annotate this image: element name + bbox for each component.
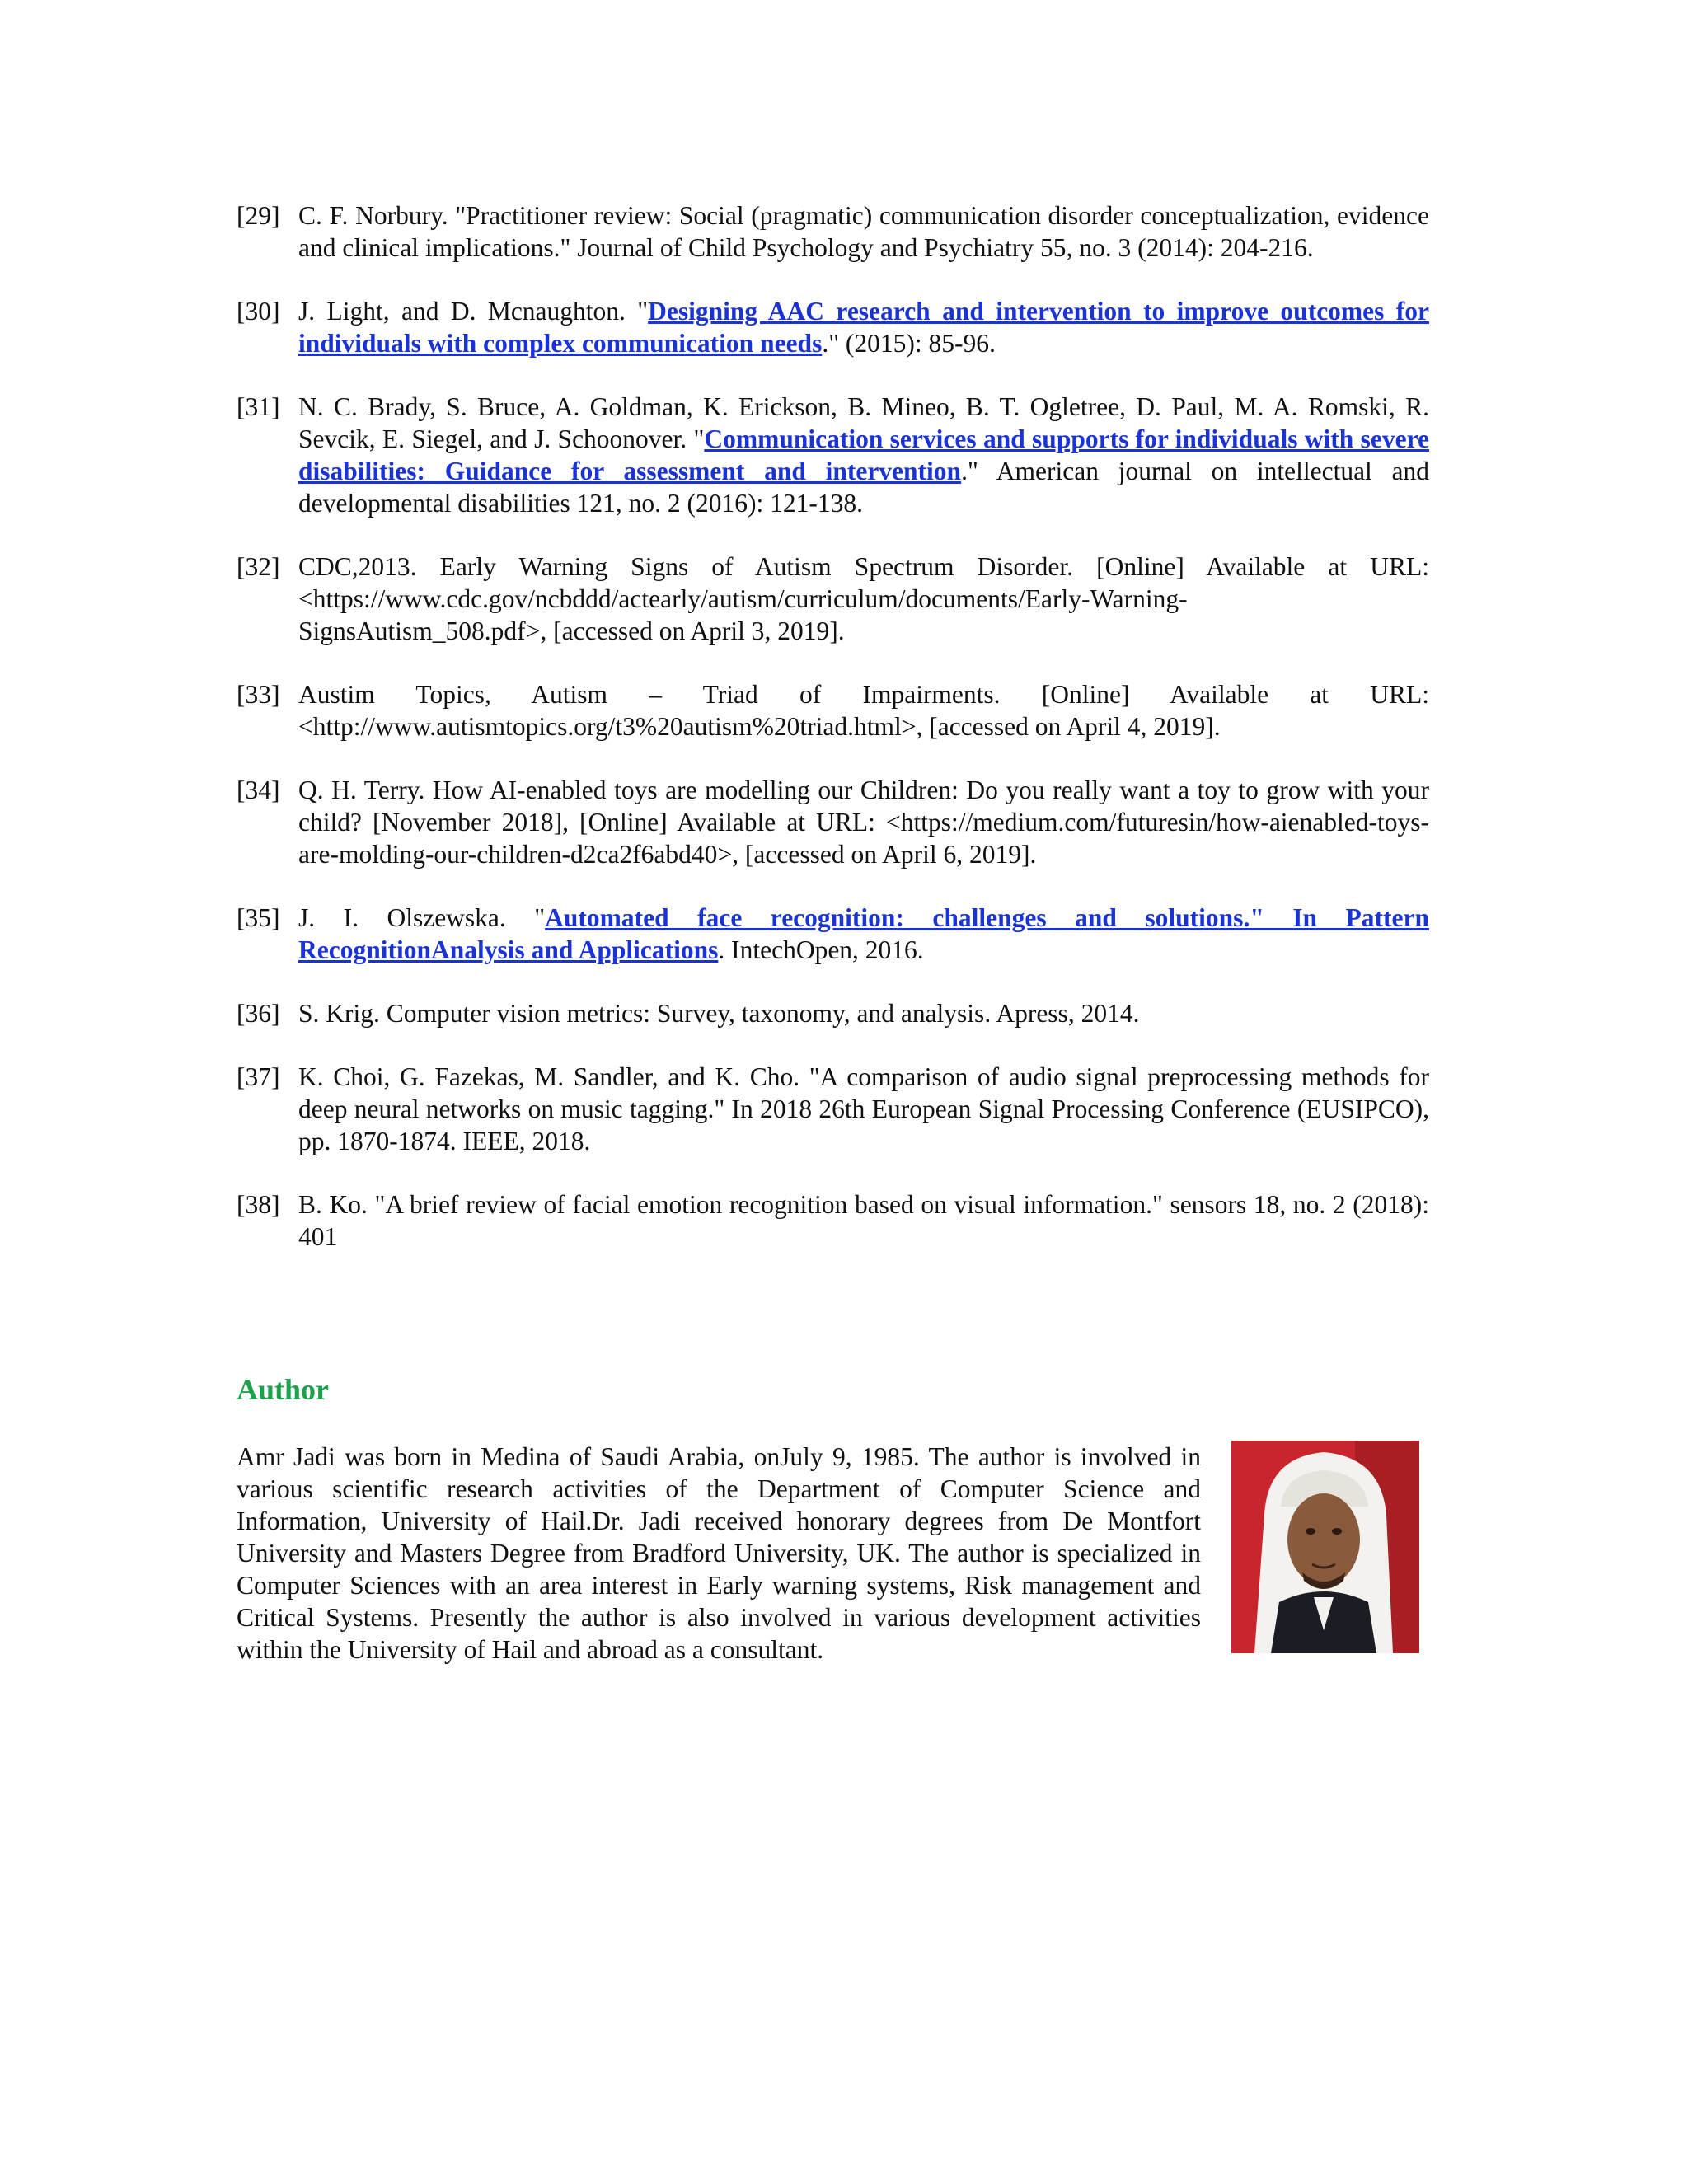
reference-segment: . IntechOpen, 2016.: [718, 935, 924, 964]
author-portrait-icon: [1231, 1441, 1419, 1653]
reference-text: [298, 997, 1429, 1029]
reference-segment: K. Choi, G. Fazekas, M. Sandler, and K. Cho. "A comparison of audio signal preprocessing methods for deep neural networks on music tagging." In 2018 26th European Signal Processing Conference (EUSIPCO), pp. 1870-1874. IEEE, 2018.: [298, 1062, 1429, 1155]
reference-number: [34]: [237, 776, 280, 804]
reference-segment: N. C. Brady, S. Bruce, A. Goldman, K. Erickson, B. Mineo, B. T. Ogletree, D. Paul, M. A. Romski, R. Sevcik, E. Siegel, and J. Schoonover. ": [298, 392, 1429, 453]
reference-segment: Q. H. Terry. How AI-enabled toys are modelling our Children: Do you really want a toy to grow with your child? [November 2018], [Online] Available at URL: <https://medium.com/futuresin/how-aienabled-toys-are-molding-our-children-d2ca2f6abd40>, [accessed on April 6, 2019].: [298, 776, 1429, 869]
reference-item: [237, 678, 1429, 743]
reference-item: [237, 199, 1429, 264]
reference-link[interactable]: Automated face recognition: challenges and solutions." In Pattern RecognitionAnalysis and Applications: [298, 903, 1429, 964]
reference-number: [37]: [237, 1062, 280, 1091]
reference-segment: ." (2015): 85-96.: [822, 329, 996, 358]
reference-text: [298, 295, 1429, 359]
reference-item: [237, 902, 1429, 966]
reference-number: [30]: [237, 297, 280, 326]
reference-number: [29]: [237, 201, 280, 230]
reference-segment: J. I. Olszewska. ": [298, 903, 546, 932]
reference-number: [35]: [237, 903, 280, 932]
author-heading: Author: [237, 1373, 330, 1406]
reference-number: [38]: [237, 1190, 280, 1219]
reference-text: [298, 1061, 1429, 1157]
reference-segment: J. Light, and D. Mcnaughton. ": [298, 297, 649, 326]
reference-text: [298, 551, 1429, 647]
reference-text: [298, 1188, 1429, 1253]
reference-segment: B. Ko. "A brief review of facial emotion recognition based on visual information." sensors 18, no. 2 (2018): 401: [298, 1190, 1429, 1251]
reference-list: [237, 199, 1429, 1284]
reference-segment: ." American journal on intellectual and developmental disabilities 121, no. 2 (2016): 121-138.: [298, 457, 1430, 518]
reference-item: [237, 391, 1429, 519]
reference-item: [237, 1061, 1429, 1157]
reference-segment: C. F. Norbury. "Practitioner review: Social (pragmatic) communication disorder conceptualization, evidence and clinical implications." Journal of Child Psychology and Psychiatry 55, no. 3 (2014): 204-216.: [298, 201, 1429, 262]
reference-item: [237, 295, 1429, 359]
reference-number: [31]: [237, 392, 280, 421]
reference-text: [298, 199, 1429, 264]
reference-number: [36]: [237, 999, 280, 1028]
reference-segment: Austim Topics, Autism – Triad of Impairments. [Online] Available at URL: <http://www.autismtopics.org/t3%20autism%20triad.html>, [accessed on April 4, 2019].: [298, 680, 1429, 741]
reference-item: [237, 997, 1429, 1029]
reference-segment: S. Krig. Computer vision metrics: Survey, taxonomy, and analysis. Apress, 2014.: [298, 999, 1140, 1028]
reference-number: [33]: [237, 680, 280, 709]
author-photo: [1231, 1441, 1419, 1653]
reference-item: [237, 774, 1429, 870]
reference-text: [298, 774, 1429, 870]
reference-number: [32]: [237, 552, 280, 581]
author-bio: Amr Jadi was born in Medina of Saudi Arabia, onJuly 9, 1985. The author is involved in various scientific research activities of the Department of Computer Science and Information, University of Hail.Dr. Jadi received honorary degrees from De Montfort University and Masters Degree from Bradford University, UK. The author is specialized in Computer Sciences with an area interest in Early warning systems, Risk management and Critical Systems. Presently the author is also involved in various development activities within the University of Hail and abroad as a consultant.: [237, 1442, 1201, 1664]
reference-text: [298, 902, 1429, 966]
reference-item: [237, 551, 1429, 647]
reference-segment: CDC,2013. Early Warning Signs of Autism Spectrum Disorder. [Online] Available at URL: <https://www.cdc.gov/ncbddd/actearly/autism/curriculum/documents/Early-Warning-SignsAutism_508.pdf>, [accessed on April 3, 2019].: [298, 552, 1429, 645]
reference-text: [298, 678, 1429, 743]
reference-item: [237, 1188, 1429, 1253]
reference-link[interactable]: Designing AAC research and intervention to improve outcomes for individuals with complex communication needs: [298, 297, 1429, 358]
reference-text: [298, 391, 1429, 519]
reference-link[interactable]: Communication services and supports for individuals with severe disabilities: Guidance for assessment and intervention: [298, 424, 1429, 485]
